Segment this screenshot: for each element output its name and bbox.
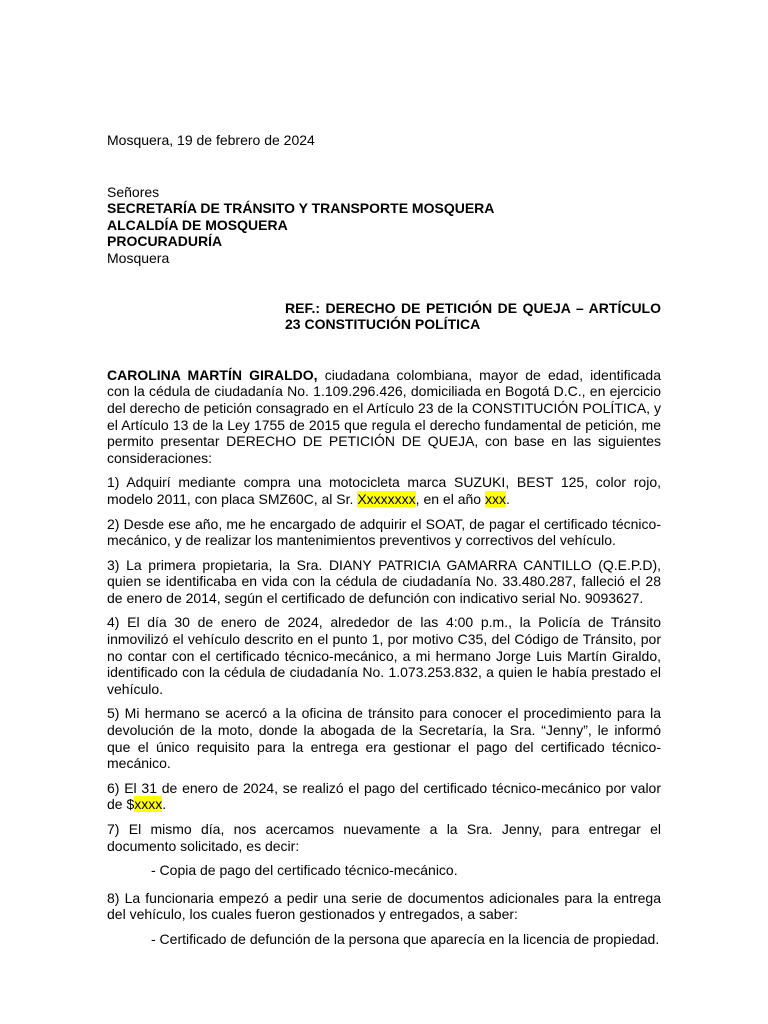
letter-body	[107, 367, 661, 948]
reference-line-2: 23 CONSTITUCIÓN POLÍTICA	[285, 316, 481, 333]
intro-text: ciudadana colombiana, mayor de edad, identificada con la cédula de ciudadanía No. 1.109.296.426, domiciliada en Bogotá D.C., en ejercicio del derecho de petición consagrado en el Artículo 23 de la CONSTITUCIÓN POLÍTICA, y el Artículo 13 de la Ley 1755 de 2015 que regula el derecho fundamental de petición, me permito presentar DERECHO DE PETICIÓN DE QUEJA, con base en las siguientes consideraciones:	[107, 366, 661, 466]
point-7-list-item: - Copia de pago del certificado técnico-mecánico.	[151, 862, 458, 879]
point-5: 5) Mi hermano se acercó a la oficina de tránsito para conocer el procedimiento para la devolución de la moto, donde la abogada de la Secretaría, la Sra. “Jenny”, le informó que el único requisito para la entrega era gestionar el pago del certificado técnico-mecánico.	[107, 705, 661, 772]
reference-line-1: REF.: DERECHO DE PETICIÓN DE QUEJA – ARTÍCULO	[285, 299, 661, 316]
point-8: 8) La funcionaria empezó a pedir una serie de documentos adicionales para la entrega del vehículo, los cuales fueron gestionados y entregados, a saber:	[107, 889, 661, 923]
point-7: 7) El mismo día, nos acercamos nuevamente a la Sra. Jenny, para entregar el documento solicitado, es decir:	[107, 821, 661, 854]
point-1-text-b: , en el año	[415, 490, 485, 507]
petitioner-name: CAROLINA MARTÍN GIRALDO,	[107, 366, 318, 383]
point-3: 3) La primera propietaria, la Sra. DIANY PATRICIA GAMARRA CANTILLO (Q.E.P.D), quien se identificaba en vida con la cédula de ciudadanía No. 33.480.287, falleció el 28 de enero de 2014, según el certificado de defunción con indicativo serial No. 9093627.	[107, 556, 661, 606]
point-4: 4) El día 30 de enero de 2024, alrededor de las 4:00 p.m., la Policía de Tránsito inmovilizó el vehículo descrito en el punto 1, por motivo C35, del Código de Tránsito, por no contar con el certificado técnico-mecánico, a mi hermano Jorge Luis Martín Giraldo, identificado con la cédula de ciudadanía No. 1.073.253.832, a quien le había prestado el vehículo.	[107, 614, 661, 697]
point-6-text-b: .	[162, 796, 167, 813]
salutation: Señores	[107, 183, 160, 200]
seller-name-placeholder: Xxxxxxxx	[357, 490, 416, 507]
document-page	[107, 132, 661, 959]
amount-placeholder: xxxx	[134, 796, 163, 813]
date-line: Mosquera, 19 de febrero de 2024	[107, 132, 315, 148]
point-6	[107, 780, 661, 813]
point-1-text-c: .	[505, 490, 510, 507]
addressee-procuraduria: PROCURADURÍA	[107, 233, 223, 250]
addressee-alcaldia: ALCALDÍA DE MOSQUERA	[107, 216, 288, 233]
point-2: 2) Desde ese año, me he encargado de adquirir el SOAT, de pagar el certificado técnico-mecánico, y de realizar los mantenimientos preventivos y correctivos del vehículo.	[107, 515, 661, 549]
point-1-text: 1) Adquirí mediante compra una motocicleta marca SUZUKI, BEST 125, color rojo, modelo 2011, con placa SMZ60C, al Sr.	[107, 474, 661, 507]
reference-block	[285, 300, 661, 333]
addressee-secretaria: SECRETARÍA DE TRÁNSITO Y TRANSPORTE MOSQUERA	[107, 200, 495, 217]
point-1	[107, 474, 661, 507]
addressee-city: Mosquera	[107, 249, 170, 266]
point-8-list-item: - Certificado de defunción de la persona que aparecía en la licencia de propiedad.	[151, 930, 660, 947]
point-6-text: 6) El 31 de enero de 2024, se realizó el pago del certificado técnico-mecánico por valor de $	[107, 779, 661, 813]
addressee-block	[107, 184, 661, 267]
intro-paragraph	[107, 367, 661, 467]
year-placeholder: xxx	[484, 490, 506, 507]
